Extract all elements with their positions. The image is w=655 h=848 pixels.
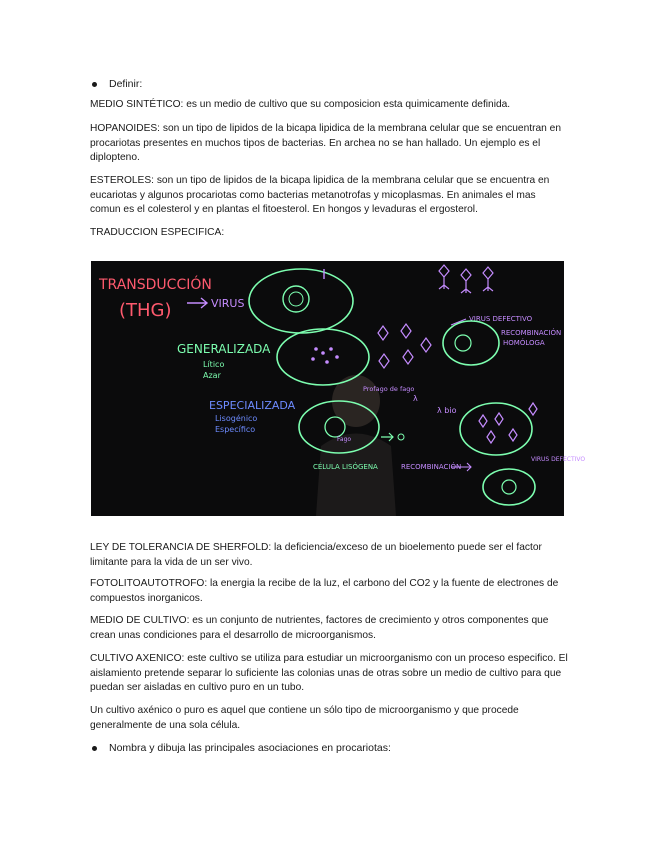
paragraph-fotolitoautotrofo xyxy=(90,577,568,606)
definition-medio-sintetico: es un medio de cultivo que su composicion esta quimicamente definida. xyxy=(183,99,511,110)
label-recombinacion-homologa-2: HOMÓLOGA xyxy=(503,339,545,347)
chromosome-top-icon xyxy=(283,286,309,312)
label-especifico: Específico xyxy=(215,425,256,434)
paragraph-cultivo-axenico xyxy=(90,652,568,696)
term-medio-sintetico: MEDIO SINTÉTICO: xyxy=(90,99,184,110)
phages-group-top-right xyxy=(439,265,493,293)
label-virus: VIRUS xyxy=(211,297,245,310)
label-profago: Profago de fago xyxy=(363,385,415,393)
bullet-define xyxy=(92,77,142,91)
definition-medio-cultivo: es un conjunto de nutrientes, factores de crecimiento y otros componentes que crean unas condiciones para el desarrollo de microorganismos. xyxy=(90,615,549,641)
definition-cultivo-puro: Un cultivo axénico o puro es aquel que contiene un sólo tipo de microorganismo y que procede generalmente de una sola célula. xyxy=(90,705,519,731)
label-celula-lisogena: CÉLULA LISÓGENA xyxy=(313,463,378,471)
term-fotolitoautotrofo: FOTOLITOAUTOTROFO: xyxy=(90,578,208,589)
label-generalizada: GENERALIZADA xyxy=(177,342,271,356)
bullet-dot-icon xyxy=(92,82,97,87)
label-litico: Lítico xyxy=(203,360,225,369)
definition-cultivo-axenico: este cultivo se utiliza para estudiar un microorganismo con un proceso especifico. El aislamiento pretende separar lo suficiente las colonias unas de otras sobre un medio de cultivo para que puedan ser aisladas en cultivo puro en un tubo. xyxy=(90,653,568,694)
title-thg: (THG) xyxy=(119,300,172,321)
paragraph-ley-tolerancia xyxy=(90,541,568,570)
term-esteroles: ESTEROLES: xyxy=(90,175,154,186)
paragraph-esteroles xyxy=(90,174,568,218)
host-cell-top xyxy=(249,269,353,333)
phage-circle-icon xyxy=(398,434,404,440)
bullet-associations-text: Nombra y dibuja las principales asociaciones en procariotas: xyxy=(109,742,391,754)
definition-esteroles: son un tipo de lipidos de la bicapa lipidica de la membrana celular que se encuentra en eucariotas y algunos procariotas como bacterias metanotrofas y micoplasmas. En animales el mas comun es el colesterol y en plantas el fitoesterol. En hongos y levaduras el ergosterol. xyxy=(90,175,550,216)
arrow-to-virus-icon xyxy=(187,298,207,308)
bullet-define-text: Definir: xyxy=(109,78,143,90)
transduction-diagram xyxy=(91,261,586,516)
label-lisogenico: Lisogénico xyxy=(215,414,258,423)
bullet-dot-icon xyxy=(92,746,97,751)
burst-cell-right xyxy=(460,403,532,455)
host-cell-middle xyxy=(277,329,369,385)
paragraph-traduccion-especifica xyxy=(90,226,568,241)
paragraph-hopanoides xyxy=(90,122,568,166)
label-virus-defectivo-2: VIRUS DEFECTIVO xyxy=(531,456,586,463)
definition-hopanoides: son un tipo de lipidos de la bicapa lipidica de la membrana celular que se encuentran en procariotas presentes en muchos tipos de bacterias. En archea no se han hallado. Un ejemplo es el diplopteno. xyxy=(90,123,561,164)
dna-fragments-middle xyxy=(311,347,339,364)
chromosome-top-inner-icon xyxy=(289,292,303,306)
label-lambda: λ xyxy=(413,394,418,403)
arrow-lower-icon xyxy=(381,433,393,441)
paragraph-medio-sintetico xyxy=(90,98,568,113)
label-virus-defectivo: VIRUS DEFECTIVO xyxy=(469,315,533,323)
chromosome-recombinant-icon xyxy=(502,480,516,494)
label-recombinacion: RECOMBINACIÓN xyxy=(401,463,462,471)
term-cultivo-axenico: CULTIVO AXENICO: xyxy=(90,653,185,664)
chromosome-lower-icon xyxy=(325,417,345,437)
recombinant-cell xyxy=(483,469,535,505)
transduction-figure xyxy=(91,261,586,516)
definition-fotolitoautotrofo: la energia la recibe de la luz, el carbono del CO2 y la fuente de electrones de compuestos inorganicos. xyxy=(90,578,559,604)
chromosome-right-icon xyxy=(455,335,471,351)
term-ley-tolerancia: LEY DE TOLERANCIA DE SHERFOLD: xyxy=(90,542,272,553)
paragraph-medio-cultivo xyxy=(90,614,568,643)
paragraph-cultivo-axenico-puro xyxy=(90,704,568,733)
phages-group-middle xyxy=(378,324,431,368)
label-especializada: ESPECIALIZADA xyxy=(209,399,296,412)
label-fago: Fago xyxy=(337,436,352,443)
title-transduccion: TRANSDUCCIÓN xyxy=(99,277,212,293)
term-medio-cultivo: MEDIO DE CULTIVO: xyxy=(90,615,190,626)
term-hopanoides: HOPANOIDES: xyxy=(90,123,161,134)
phages-group-lower-right xyxy=(479,403,537,443)
term-traduccion-especifica: TRADUCCION ESPECIFICA: xyxy=(90,227,225,238)
label-lambda-bio: λ bio xyxy=(437,406,457,415)
bullet-associations xyxy=(92,741,391,755)
presenter-body xyxy=(316,434,396,517)
definition-ley-tolerancia: la deficiencia/exceso de un bioelemento puede ser el factor limitante para la vida de un ser vivo. xyxy=(90,542,542,568)
label-recombinacion-homologa-1: RECOMBINACIÓN xyxy=(501,329,562,337)
label-azar: Azar xyxy=(203,371,221,380)
